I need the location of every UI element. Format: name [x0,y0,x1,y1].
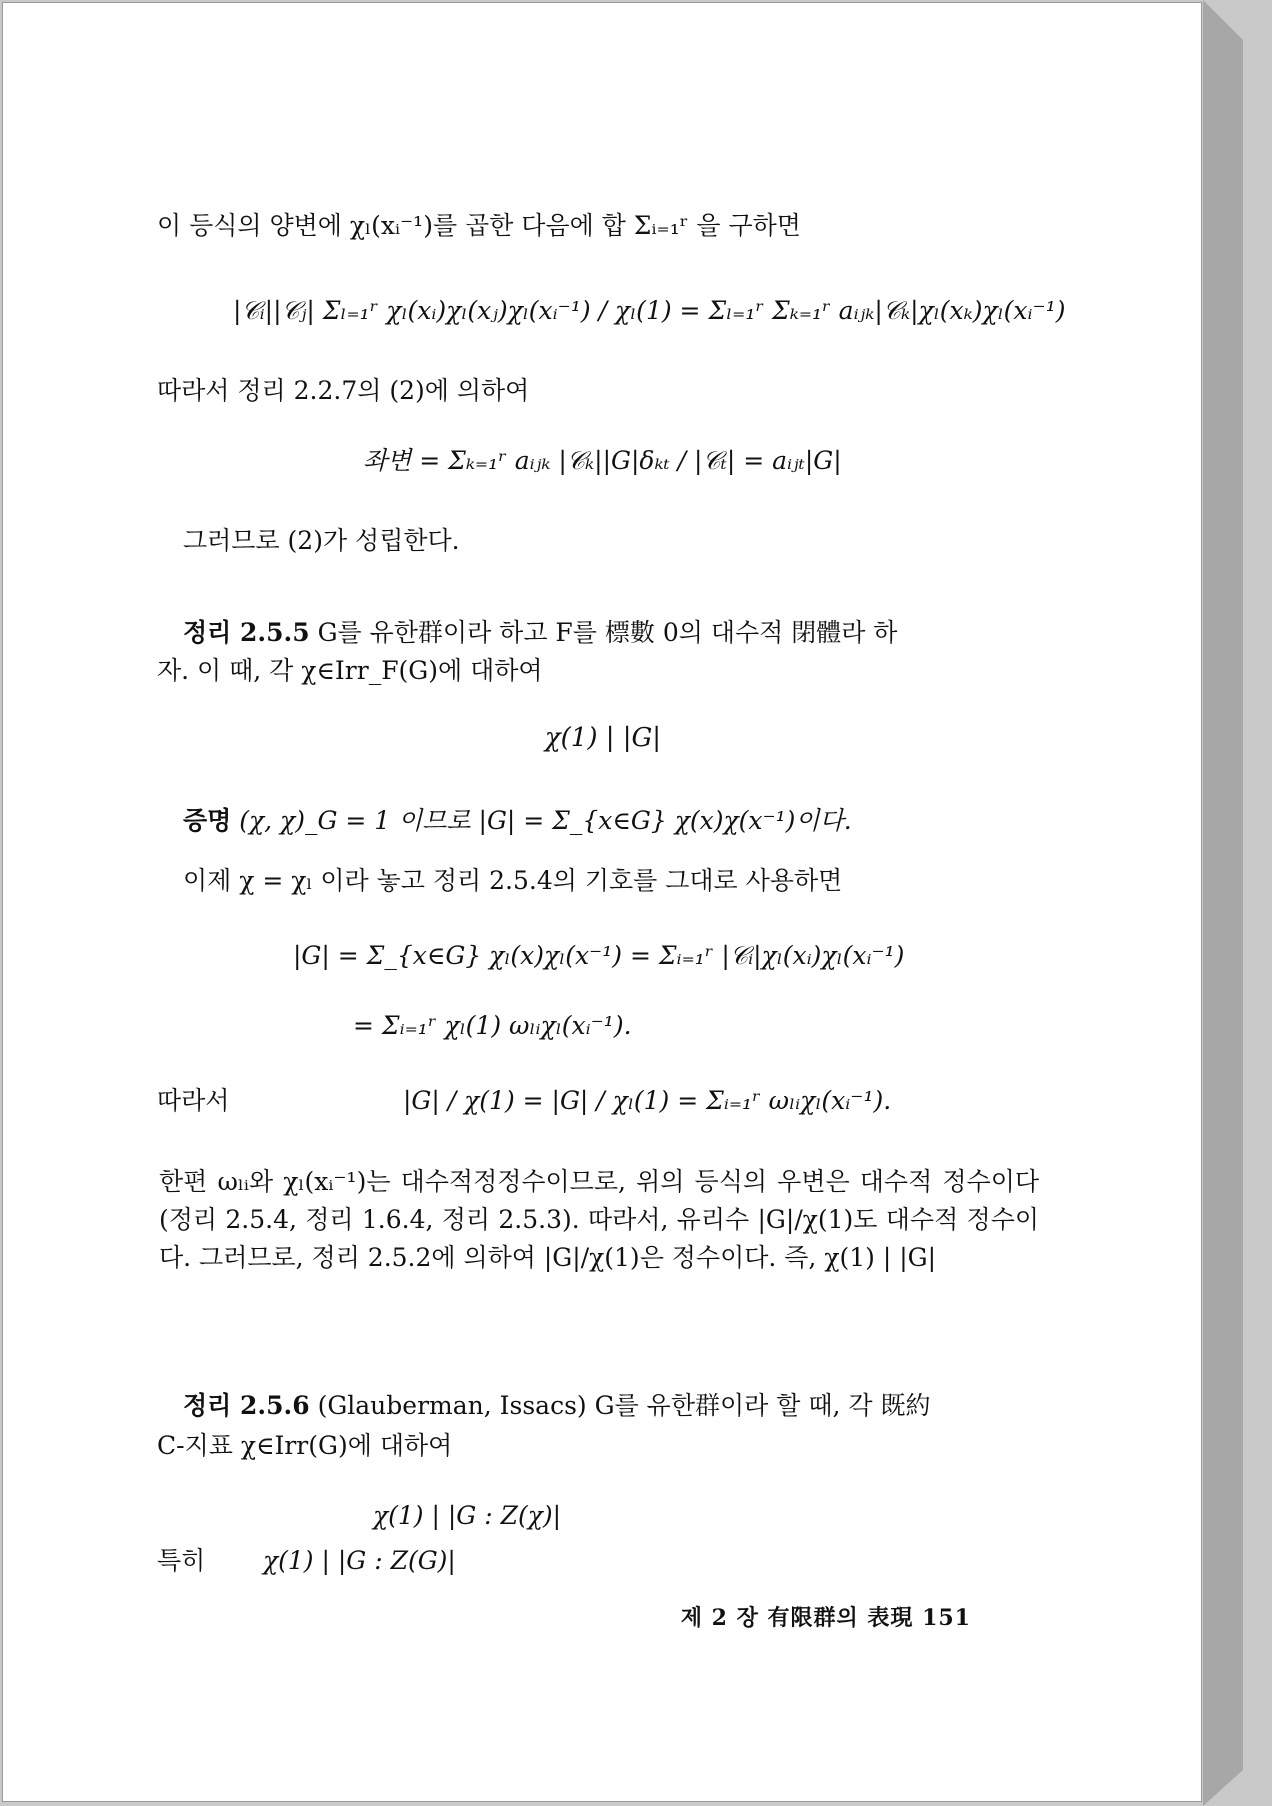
proof-text: (χ, χ)_G = 1 이므로 |G| = Σ_{x∈G} χ(x)χ(x⁻¹)이다. [239,806,852,835]
equation-1: |𝒞ᵢ||𝒞ⱼ| Σₗ₌₁ʳ χₗ(xᵢ)χₗ(xⱼ)χₗ(xᵢ⁻¹) / χₗ(1) = Σₗ₌₁ʳ Σₖ₌₁ʳ aᵢⱼₖ|𝒞ₖ|χₗ(xₖ)χₗ(xᵢ⁻¹) [233,296,1066,325]
proof [183,803,852,839]
therefore-label: 따라서 [157,1086,230,1115]
proof-label: 증명 [183,806,232,835]
theorem-2-5-6 [183,1388,930,1424]
equation-3: χ(1) | |G| [544,723,662,753]
theorem-2-5-5-label: 정리 2.5.5 [183,618,310,647]
equation-2: 좌변 = Σₖ₌₁ʳ aᵢⱼₖ |𝒞ₖ||G|δₖₜ / |𝒞ₜ| = aᵢⱼₜ|G| [363,446,842,475]
text-line-2: 따라서 정리 2.2.7의 (2)에 의하여 [157,376,530,405]
text-line-4: 이제 χ = χₗ 이라 놓고 정리 2.5.4의 기호를 그대로 사용하면 [183,866,843,895]
theorem-2-5-5-text-1: G를 유한群이라 하고 F를 標數 0의 대수적 閉體라 하 [317,618,898,647]
equation-4b: = Σᵢ₌₁ʳ χₗ(1) ωₗᵢχₗ(xᵢ⁻¹). [353,1011,632,1040]
equation-4a: |G| = Σ_{x∈G} χₗ(x)χₗ(x⁻¹) = Σᵢ₌₁ʳ |𝒞ᵢ|χₗ(xᵢ)χₗ(xᵢ⁻¹) [293,941,905,970]
book-page [2,2,1202,1802]
theorem-2-5-6-text-1: (Glauberman, Issacs) G를 유한群이라 할 때, 각 既約 [317,1391,931,1420]
equation-7: χ(1) | |G : Z(G)| [263,1546,456,1575]
paragraph-1: 한편 ωₗᵢ와 χₗ(xᵢ⁻¹)는 대수적정정수이므로, 위의 등식의 우변은 대수적 정수이다(정리 2.5.4, 정리 1.6.4, 정리 2.5.3). 따라서, 유리수 |G|/χ(1)도 대수적 정수이다. 그러므로, 정리 2.5.2에 의하여 |G|/χ(1)은 정수이다. 즉, χ(1) | |G| [159,1167,1039,1272]
page-edge-shadow [1203,0,1243,1806]
theorem-2-5-5 [183,615,897,651]
text-line-3: 그러므로 (2)가 성립한다. [183,526,460,555]
equation-5: |G| / χ(1) = |G| / χₗ(1) = Σᵢ₌₁ʳ ωₗᵢχₗ(xᵢ⁻¹). [403,1086,892,1115]
especially-label: 특히 [157,1546,206,1575]
page-footer: 제 2 장 有限群의 表現 151 [680,1605,971,1631]
intro-line: 이 등식의 양변에 χₗ(xᵢ⁻¹)를 곱한 다음에 합 Σᵢ₌₁ʳ 을 구하면 [157,211,801,240]
equation-6: χ(1) | |G : Z(χ)| [373,1501,562,1530]
theorem-2-5-6-text-2: C-지표 χ∈Irr(G)에 대하여 [157,1431,453,1460]
theorem-2-5-5-text-2: 자. 이 때, 각 χ∈Irr_F(G)에 대하여 [157,656,543,685]
theorem-2-5-6-label: 정리 2.5.6 [183,1391,310,1420]
